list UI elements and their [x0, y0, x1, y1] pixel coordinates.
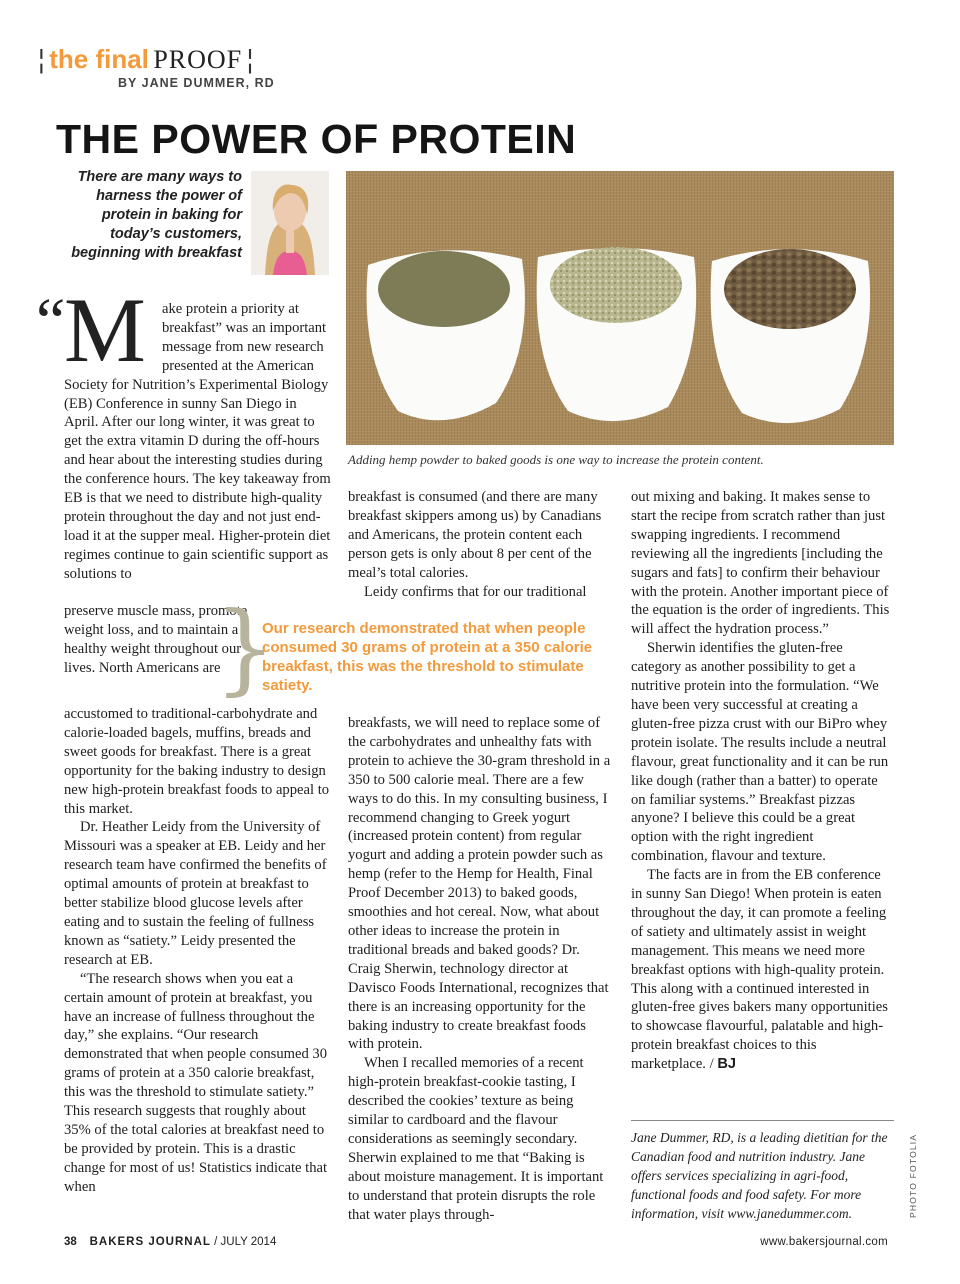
pullquote-brace: } — [214, 592, 277, 706]
paragraph: breakfasts, we will need to replace some of the carbohydrates and unhealthy fats with protein to achieve the 30-gram threshold in a 350 to 500 calorie meal. There are a few ways to do this. In my consulting business, I recommend changing to Greek yogurt (increased protein content) from regular yogurt and adding a protein powder such as hemp (refer to the Hemp for Health, Final Proof December 2013) to baked goods, smoothies and hot cereal. Now, what about other ideas to increase the protein in traditional breads and baked goods? Dr. Craig Sherwin, technology director at Davisco Foods International, recognizes that there is an increasing opportunity for the baking industry to create breakfast foods with protein. — [348, 715, 611, 1053]
section-bar-right: ¦ — [246, 44, 254, 74]
dropcap-letter: M — [64, 279, 146, 381]
bowl-hemp-seeds — [711, 249, 870, 423]
paragraph: Sherwin identifies the gluten-free category as another possibility to get a nutritive protein into the formulation. “We have been very successful at creating a gluten-free pizza crust with our BiPro whey protein isolate. The results include a neutral flavour, great functionality and it can be run like dough (rather than a batter) to operate on familiar systems.” Breakfast pizzas anyone? I believe this could be a great option with the right ingredient combination, flavour and texture. — [631, 640, 889, 865]
paragraph: Dr. Heather Leidy from the University of Missouri was a speaker at EB. Leidy and her research team have confirmed the benefits of optimal amounts of protein at breakfast to better stabilize blood glucose levels after eating and to sustain the feeling of fullness known as “satiety.” Leidy presented the research at EB. — [64, 819, 327, 968]
bowl-hemp-powder — [367, 250, 525, 420]
article-headline: THE POWER OF PROTEIN — [56, 116, 577, 162]
narrow-paragraph: preserve muscle mass, promote weight loss, and to maintain a healthy weight throughout our lives. North Americans are — [64, 603, 248, 676]
footer-left — [64, 1236, 276, 1248]
issue-date: / JULY 2014 — [214, 1236, 277, 1248]
section-name-proof: PROOF — [153, 45, 243, 74]
column-2-body — [348, 714, 614, 1224]
dropcap-spacer — [64, 300, 162, 374]
dropcap-quote: “ — [36, 285, 66, 358]
closing-text: The facts are in from the EB conference in sunny San Diego! When protein is eaten throughout the day, it can promote a feeling of satiety and ultimately assist in weight management. This means we need more breakfast options with high-quality protein. This along with a continued interested in gluten-free gives bakers many opportunities to showcase flavourful, palatable and high-protein breakfast choices to this marketplace. / — [631, 867, 888, 1073]
photo-caption: Adding hemp powder to baked goods is one way to increase the protein content. — [348, 452, 764, 467]
column-1-lead — [64, 300, 332, 584]
page-number: 38 — [64, 1236, 77, 1248]
author-bio: Jane Dummer, RD, is a leading dietitian for the Canadian food and nutrition industry. Jane offers services specializing in agri-food, functional foods and food safety. For more information, visit www.janedummer.com. — [631, 1130, 888, 1221]
paragraph — [631, 866, 893, 1074]
pullquote: Our research demonstrated that when people consumed 30 grams of protein at a 350 calorie breakfast, this was the threshold to stimulate satiety. — [262, 620, 593, 694]
paragraph: When I recalled memories of a recent high-protein breakfast-cookie tasting, I described the cookies’ texture as being similar to cardboard and the flavour considerations as seemingly secondary. Sherwin explained to me that “Baking is about moisture management. It is important to understand that protein disrupts the role that water plays through- — [348, 1055, 604, 1223]
section-header — [38, 44, 253, 75]
column-3 — [631, 488, 893, 1074]
paragraph: out mixing and baking. It makes sense to start the recipe from scratch rather than just swapping ingredients. I recommend reviewing all the ingredients [including the sugars and fats] to confirm their behaviour with the protein. Another important piece of the equation is the order of ingredients. This will affect the hydration process.” — [631, 489, 890, 638]
lead-paragraph: ake protein a priority at breakfast” was an important message from new research presented at the American Society for Nutrition’s Experimental Biology (EB) Conference in sunny San Diego in April. After our long winter, it was great to get the extra vitamin D during the off-hours and hear about the interesting studies during the conference hours. The key takeaway from EB is that we need to distribute high-quality protein throughout the day and not just end-load it at the supper meal. Higher-protein diet regimes continue to gain scientific support as solutions to — [64, 301, 331, 582]
paragraph: accustomed to traditional-carbohydrate and calorie-loaded bagels, muffins, breads and sweet goods for breakfast. There is a great opportunity for the baking industry to design new high-protein breakfast foods to appeal to this market. — [64, 706, 330, 817]
hemp-bowls-photo — [346, 171, 894, 445]
magazine-name: BAKERS JOURNAL — [89, 1236, 211, 1248]
section-name-the-final: the final — [49, 44, 149, 74]
author-photo — [251, 171, 329, 275]
paragraph: “The research shows when you eat a certain amount of protein at breakfast, you have an increase of fullness throughout the day,” she explains. “Our research demonstrated that when people consumed 30 grams of protein at a 350 calorie breakfast, this was the threshold to stimulate satiety.” This research suggests that roughly about 35% of the total calories at breakfast need to be provided by protein. This is a drastic change for most of us! Statistics indicate that when — [64, 970, 328, 1195]
bio-divider — [631, 1120, 894, 1121]
paragraph: Leidy confirms that for our traditional — [364, 583, 587, 600]
column-1-body — [64, 695, 332, 1197]
byline: BY JANE DUMMER, RD — [118, 76, 275, 90]
section-bar-left: ¦ — [38, 44, 45, 74]
paragraph: breakfast is consumed (and there are many breakfast skippers among us) by Canadians and Americans, the protein content each person gets is only about 8 per cent of the meal’s total calories. — [348, 489, 602, 581]
footer-url[interactable]: www.bakersjournal.com — [760, 1236, 888, 1248]
column-2-top — [348, 488, 614, 601]
photo-credit-text: PHOTO FOTOLIA — [908, 1133, 918, 1218]
article-deck: There are many ways to harness the power of protein in baking for today’s customers, beginning with breakfast — [71, 169, 242, 261]
bowl-hemp-hearts — [537, 247, 697, 421]
end-mark: BJ — [717, 1056, 736, 1073]
photo-credit — [906, 1133, 926, 1220]
